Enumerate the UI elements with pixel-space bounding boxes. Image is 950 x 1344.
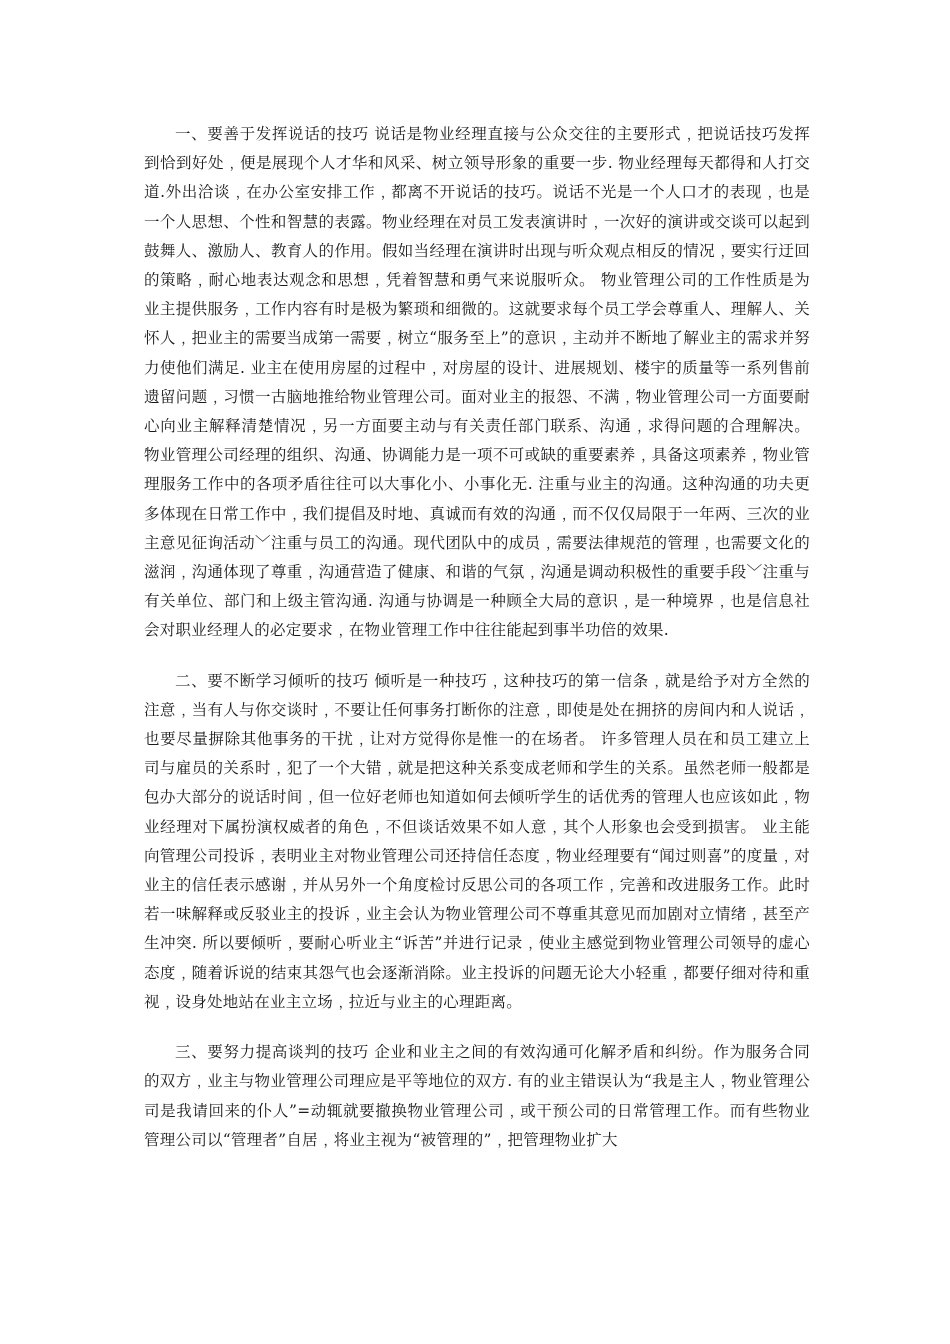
- paragraph-listening-skills: 二、要不断学习倾听的技巧 倾听是一种技巧﹐这种技巧的第一信条﹐就是给予对方全然的注意﹐当有人与你交谈时﹐不要让任何事务打断你的注意﹐即使是处在拥挤的房间内和人说话﹐也要尽量摒除其他事务的干扰﹐让对方觉得你是惟一的在场者。 许多管理人员在和员工建立上司与雇员的关系时﹐犯了一个大错﹐就是把这种关系变成老师和学生的关系。虽然老师一般都是包办大部分的说话时间﹐但一位好老师也知道如何去倾听学生的话优秀的管理人也应该如此﹐物业经理对下属扮演权威者的角色﹐不但谈话效果不如人意﹐其个人形象也会受到损害。 业主能向管理公司投诉﹐表明业主对物业管理公司还持信任态度﹐物业经理要有“闻过则喜”的度量﹐对业主的信任表示感谢﹐并从另外一个角度检讨反思公司的各项工作﹐完善和改进服务工作。此时若一味解释或反驳业主的投诉﹐业主会认为物业管理公司不尊重其意见而加剧对立情绪﹐甚至产生冲突. 所以要倾听﹐要耐心听业主“诉苦”并进行记录﹐使业主感觉到物业管理公司领导的虚心态度﹐随着诉说的结束其怨气也会逐渐消除。业主投诉的问题无论大小轻重﹐都要仔细对待和重视﹐设身处地站在业主立场﹐拉近与业主的心理距离。: [144, 671, 810, 1011]
- paragraph-speaking-skills: 一、要善于发挥说话的技巧 说话是物业经理直接与公众交往的主要形式﹐把说话技巧发挥到恰到好处﹐便是展现个人才华和风采、树立领导形象的重要一步. 物业经理每天都得和人打交道.外出洽谈﹐在办公室安排工作﹐都离不开说话的技巧。说话不光是一个人口才的表现﹐也是一个人思想、个性和智慧的表露。物业经理在对员工发表演讲时﹐一次好的演讲或交谈可以起到鼓舞人、激励人、教育人的作用。假如当经理在演讲时出现与听众观点相反的情况﹐要实行迂回的策略﹐耐心地表达观念和思想﹐凭着智慧和勇气来说服听众。 物业管理公司的工作性质是为业主提供服务﹐工作内容有时是极为繁琐和细微的。这就要求每个员工学会尊重人、理解人、关怀人﹐把业主的需要当成第一需要﹐树立“服务至上”的意识﹐主动并不断地了解业主的需求并努力使他们满足. 业主在使用房屋的过程中﹐对房屋的设计、进展规划、楼宇的质量等一系列售前遗留问题﹐习惯一古脑地推给物业管理公司。面对业主的报怨、不满﹐物业管理公司一方面要耐心向业主解释清楚情况﹐另一方面要主动与有关责任部门联系、沟通﹐求得问题的合理解决。 物业管理公司经理的组织、沟通、协调能力是一项不可或缺的重要素养﹐具备这项素养﹐物业管理服务工作中的各项矛盾往往可以大事化小、小事化无. 注重与业主的沟通。这种沟通的功夫更多体现在日常工作中﹐我们提倡及时地、真诚而有效的沟通﹐而不仅仅局限于一年两、三次的业主意见征询活动﹀注重与员工的沟通。现代团队中的成员﹐需要法律规范的管理﹐也需要文化的滋润﹐沟通体现了尊重﹐沟通营造了健康、和谐的气氛﹐沟通是调动积极性的重要手段﹀注重与有关单位、部门和上级主管沟通. 沟通与协调是一种顾全大局的意识﹐是一种境界﹐也是信息社会对职业经理人的必定要求﹐在物业管理工作中往往能起到事半功倍的效果.: [144, 125, 810, 640]
- document-body: [144, 120, 810, 1176]
- paragraph-negotiation-skills: 三、要努力提高谈判的技巧 企业和业主之间的有效沟通可化解矛盾和纠纷。作为服务合同的双方﹐业主与物业管理公司理应是平等地位的双方. 有的业主错误认为“我是主人﹐物业管理公司是我请回来的仆人”=动辄就要撤换物业管理公司﹐或干预公司的日常管理工作。而有些物业管理公司以“管理者”自居﹐将业主视为“被管理的”﹐把管理物业扩大: [144, 1043, 810, 1149]
